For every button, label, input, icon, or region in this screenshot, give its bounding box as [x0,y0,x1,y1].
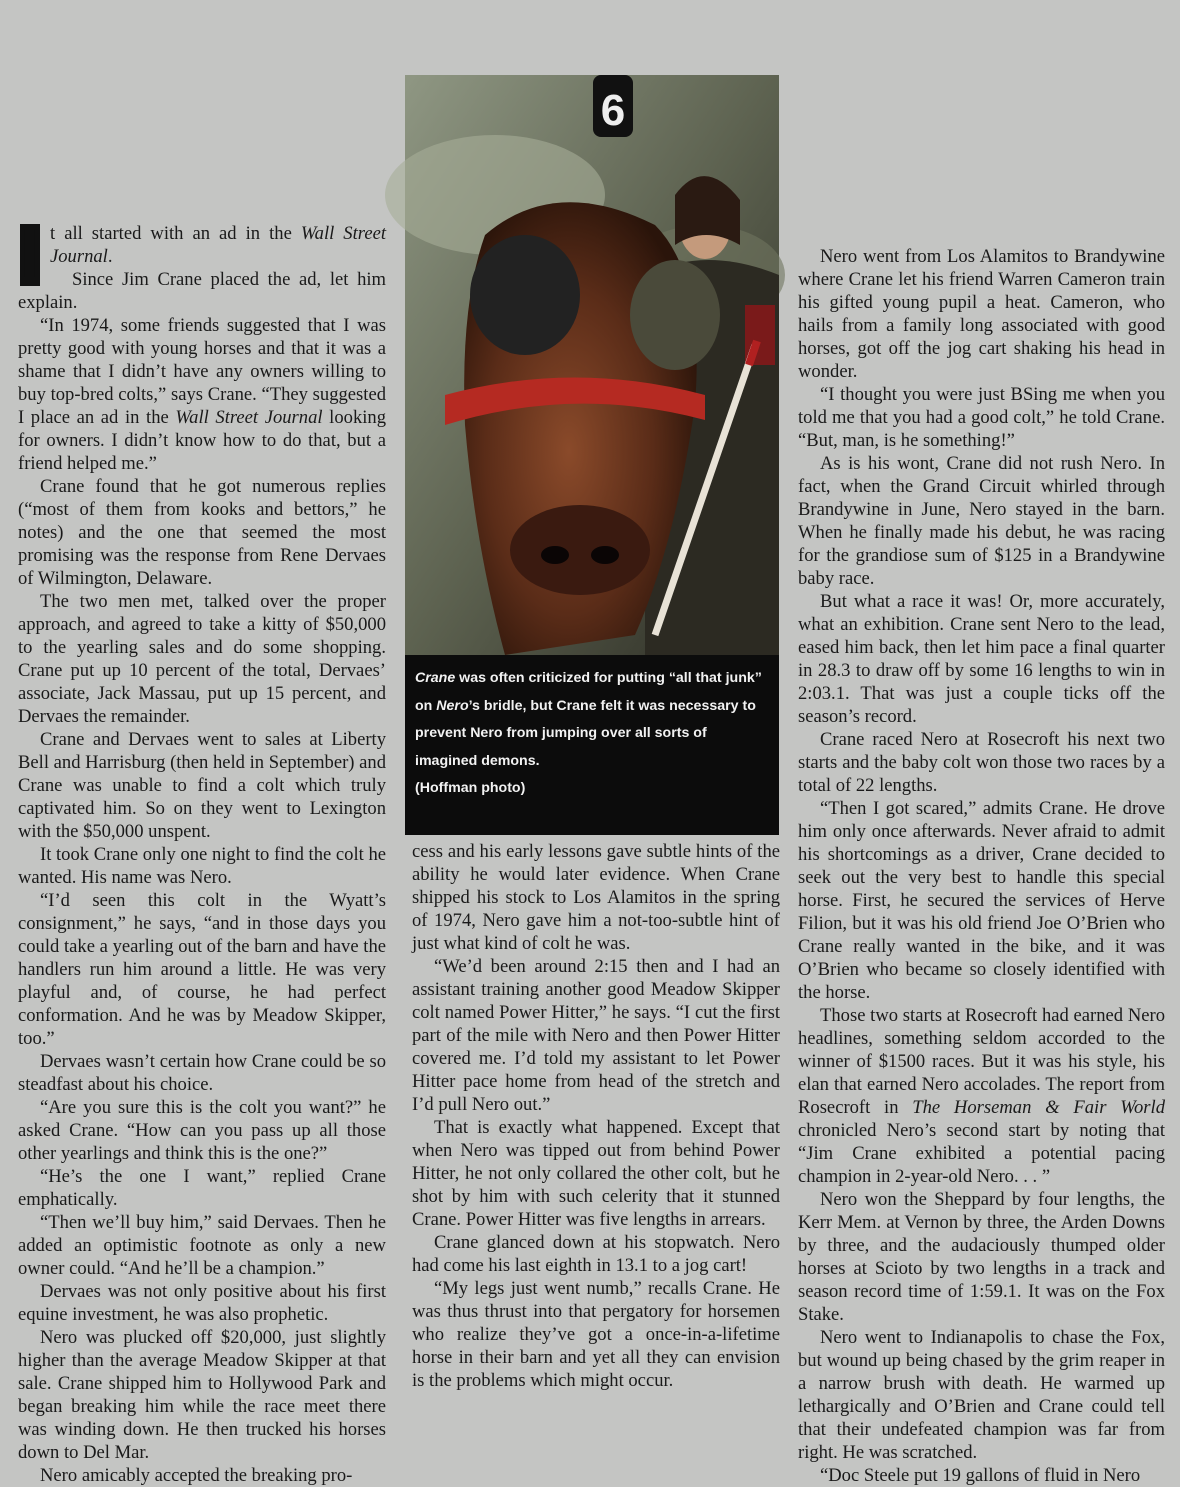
bib-number: 6 [600,86,626,135]
publication-title: The Horseman & Fair World [912,1097,1165,1118]
paragraph: “Are you sure this is the colt you want?” he asked Crane. “How can you pass up all those other yearlings and think this is the one?” [18,1097,386,1164]
paragraph: Dervaes wasn’t certain how Crane could be so steadfast about his choice. [18,1051,386,1095]
text-run: “In 1974, some friends suggested that I was pretty good with young horses and that it was a shame that I didn’t have any owners willing to buy top-bred colts,” says Crane. “They suggested I place an ad in the [18,315,386,428]
paragraph [18,314,386,475]
paragraph: cess and his early lessons gave subtle hints of the ability he would later evidence. When Crane shipped his stock to Los Alamitos in the spring of 1974, Nero gave him a not-too-subtle hint of just what kind of colt he was. [412,841,780,954]
text-run: t all started with an ad in the [50,223,301,244]
paragraph: Dervaes was not only positive about his first equine investment, he was also prophetic. [18,1281,386,1325]
paragraph: Nero went from Los Alamitos to Brandywine where Crane let his friend Warren Cameron train his gifted young pupil a heat. Cameron, who hails from a family long associated with good horses, got off the jog cart shaking his head in wonder. [798,246,1165,382]
text-run: chronicled Nero’s second start by noting that “Jim Crane exhibited a potential pacing champion in 2-year-old Nero. . . ” [798,1120,1165,1187]
paragraph: “Then I got scared,” admits Crane. He drove him only once afterwards. Never afraid to admit his shortcomings as a driver, Crane decided to seek out the very best to handle this special horse. First, he secured the services of Herve Filion, but it was his old friend Joe O’Brien who Crane really wanted in the bike, and it was O’Brien who became so closely identified with the horse. [798,798,1165,1003]
blinder-right [630,260,720,370]
horse-photo [405,75,779,655]
photo-caption [415,665,765,803]
paragraph: “Then we’ll buy him,” said Dervaes. Then he added an optimistic footnote as only a new owner could. “And he’ll be a champion.” [18,1212,386,1279]
caption-text: was often criticized for putting “all that junk” on [415,670,762,714]
paragraph: “We’d been around 2:15 then and I had an assistant training another good Meadow Skipper colt named Power Hitter,” he says. “I cut the first part of the mile with Nero and then Power Hitter covered me. I’d told my assistant to let Power Hitter pace home from head of the stretch and I’d pull Nero out.” [412,956,780,1115]
paragraph: Crane raced Nero at Rosecroft his next two starts and the baby colt won those two races by a total of 22 lengths. [798,729,1165,796]
article-column-1 [18,214,386,1487]
paragraph: Crane and Dervaes went to sales at Liberty Bell and Harrisburg (then held in September) and Crane was unable to find a colt which truly captivated him. So on they went to Lexington with the $50,000 unspent. [18,729,386,842]
horse-photo-panel [405,75,779,835]
paragraph: Since Jim Crane placed the ad, let him explain. [18,269,386,313]
caption-name: Crane [415,670,456,686]
paragraph [798,1004,1165,1188]
paragraph: “I’d seen this colt in the Wyatt’s consignment,” he says, “and in those days you could take a yearling out of the barn and have the handlers run him around a little. He was very playful and, of course, he had perfect conformation. And he was by Meadow Skipper, too.” [18,890,386,1049]
paragraph: Crane glanced down at his stopwatch. Nero had come his last eighth in 13.1 to a jog cart! [412,1232,780,1276]
paragraph: But what a race it was! Or, more accurately, what an exhibition. Crane sent Nero to the lead, eased him back, then let him pace a final quarter in 28.3 to draw off by some 16 lengths to win in 2:03.1. That was just a couple ticks off the season’s record. [798,591,1165,727]
article-column-2 [412,840,780,1392]
paragraph: Nero went to Indianapolis to chase the Fox, but wound up being chased by the grim reaper in a narrow brush with death. He warmed up lethargically and O’Brien and Crane could tell that their undefeated champion was far from right. He was scratched. [798,1327,1165,1463]
caption-name: Nero [436,697,469,714]
text-run: Those two starts at Rosecroft had earned Nero headlines, something seldom accorded to the winner of $1500 races. But it was his style, his elan that earned Nero accolades. The report from Rosecroft in [798,1005,1165,1118]
publication-title: Wall Street Journal [175,407,323,428]
paragraph: “He’s the one I want,” replied Crane emphatically. [18,1166,386,1210]
paragraph: It took Crane only one night to find the colt he wanted. His name was Nero. [18,844,386,888]
paragraph: Crane found that he got numerous replies (“most of them from kooks and bettors,” he notes) and the one that seemed the most promising was the response from Rene Dervaes of Wilmington, Delaware. [18,476,386,589]
article-column-3 [798,245,1165,1487]
paragraph: Nero won the Sheppard by four lengths, the Kerr Mem. at Vernon by three, the Arden Downs by three, and the audaciously thumped older horses at Scioto by two lengths in a track and season record time of 1:59.1. It was on the Fox Stake. [798,1189,1165,1325]
blinder-left [470,235,580,355]
publication-title: Wall Street Journal [50,223,386,267]
caption-text: ’s bridle, but Crane felt it was necessary to prevent Nero from jumping over all sorts of imagined demons. [415,697,756,769]
paragraph: The two men met, talked over the proper approach, and agreed to take a kitty of $50,000 to the yearling sales and do some shopping. Crane put up 10 percent of the total, Dervaes’ associate, Jack Massau, put up 15 percent, and Dervaes the remainder. [18,591,386,727]
paragraph: Nero was plucked off $20,000, just slightly higher than the average Meadow Skipper at that sale. Crane shipped him to Hollywood Park and began breaking him while the race meet there was winding down. He then trucked his horses down to Del Mar. [18,1327,386,1463]
paragraph: “Doc Steele put 19 gallons of fluid in Nero [820,1465,1141,1486]
text-run: . [107,246,113,267]
photo-credit: (Hoffman photo) [415,780,526,796]
paragraph: Nero amicably accepted the breaking pro- [40,1465,353,1486]
paragraph: “My legs just went numb,” recalls Crane. He was thus thrust into that pergatory for horsemen who realize they’ve got a once-in-a-lifetime horse in their barn and yet all they can envision is the problems which might occur. [412,1278,780,1391]
drop-cap: I [20,214,40,292]
paragraph: That is exactly what happened. Except that when Nero was tipped out from behind Power Hitter, he not only collared the other colt, but he shot by him with such celerity that it stunned Crane. Power Hitter was five lengths in arrears. [412,1117,780,1230]
paragraph: “I thought you were just BSing me when you told me that you had a good colt,” he told Crane. “But, man, is he something!” [798,384,1165,451]
text-run: looking for owners. I didn’t know how to do that, but a friend helped me.” [18,407,386,474]
paragraph: As is his wont, Crane did not rush Nero. In fact, when the Grand Circuit whirled through Brandywine in June, Nero stayed in the barn. When he finally made his debut, he was racing for the grandiose sum of $125 in a Brandywine baby race. [798,453,1165,589]
